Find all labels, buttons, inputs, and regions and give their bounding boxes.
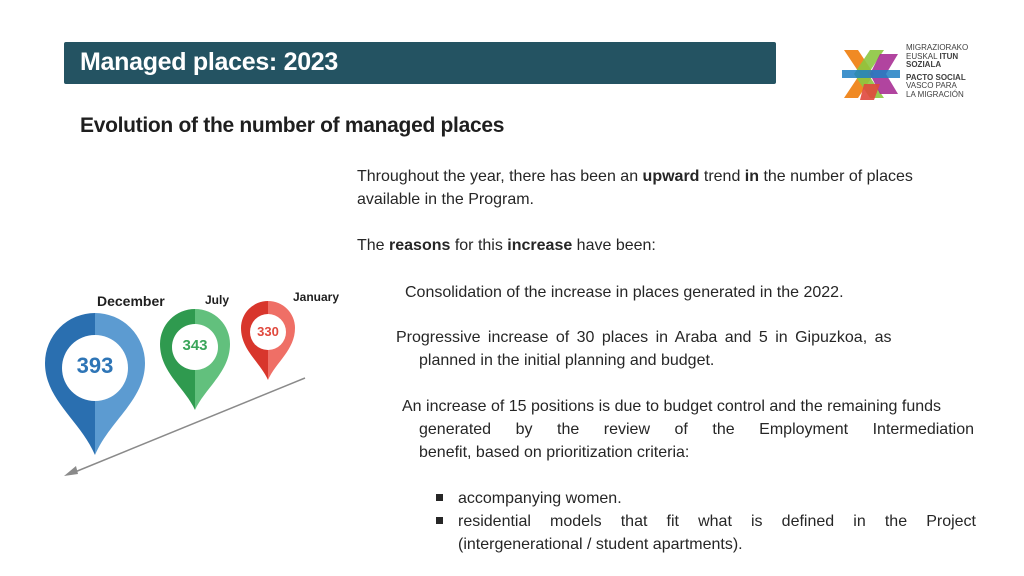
sub-list (436, 487, 976, 556)
reasons-paragraph (357, 234, 656, 257)
text-span: The (357, 237, 390, 254)
text-line: Progressive increase of 30 places in Araba and 5 in Gipuzkoa, as (396, 329, 892, 346)
text-span: the number of places available in the Program. (357, 168, 913, 208)
timeline-graphic (0, 280, 360, 490)
list-item-text: residential models that fit what is defined in the Project (458, 513, 976, 530)
list-item (436, 487, 976, 510)
label-december: December (97, 293, 165, 309)
text-line: benefit, based on prioritization criteria: (419, 444, 690, 461)
square-bullet-icon (436, 494, 443, 501)
value-december: 393 (76, 353, 114, 378)
logo-line: PACTO SOCIAL (906, 72, 966, 82)
logo-line: MIGRAZIORAKO (906, 43, 969, 52)
intro-paragraph (357, 165, 977, 211)
logo-mark-icon (840, 44, 902, 104)
logo-line: LA MIGRACIÓN (906, 89, 964, 99)
logo-line: VASCO PARA (906, 81, 957, 91)
pin-january (241, 301, 295, 380)
text-span: Throughout the year, there has been an (357, 168, 643, 185)
logo (840, 44, 990, 104)
bold-span: upward (642, 168, 700, 185)
logo-line-part: EUSKAL (906, 51, 940, 61)
page-title: Managed places: 2023 (80, 48, 339, 76)
pin-july (160, 309, 230, 410)
bold-span: increase (507, 237, 573, 254)
text-line: An increase of 15 positions is due to budget control and the remaining funds (402, 398, 942, 415)
reason-item-3 (402, 395, 974, 464)
value-january: 330 (257, 324, 279, 339)
title-bar (64, 42, 776, 84)
logo-text (906, 44, 968, 100)
section-subtitle: Evolution of the number of managed places (80, 114, 505, 137)
text-span: have been: (572, 237, 656, 254)
list-item-text: (intergenerational / student apartments). (458, 536, 743, 553)
list-item-text: accompanying women. (458, 490, 622, 507)
text-span: for this (450, 237, 508, 254)
bold-span: in (744, 168, 760, 185)
text-line: generated by the review of the Employment Intermediation (419, 421, 974, 438)
pin-december (45, 313, 145, 455)
label-july: July (205, 293, 230, 307)
bold-span: reasons (389, 237, 451, 254)
list-item (436, 510, 976, 556)
reason-item-1: Consolidation of the increase in places generated in the 2022. (405, 284, 844, 301)
logo-line-bold: ITUN (939, 51, 959, 61)
text-line: planned in the initial planning and budget. (419, 352, 715, 369)
label-january: January (293, 290, 340, 304)
reason-item-2 (396, 326, 936, 372)
text-span: trend (699, 168, 745, 185)
logo-line: SOZIALA (906, 60, 942, 70)
square-bullet-icon (436, 517, 443, 524)
value-july: 343 (182, 337, 208, 354)
